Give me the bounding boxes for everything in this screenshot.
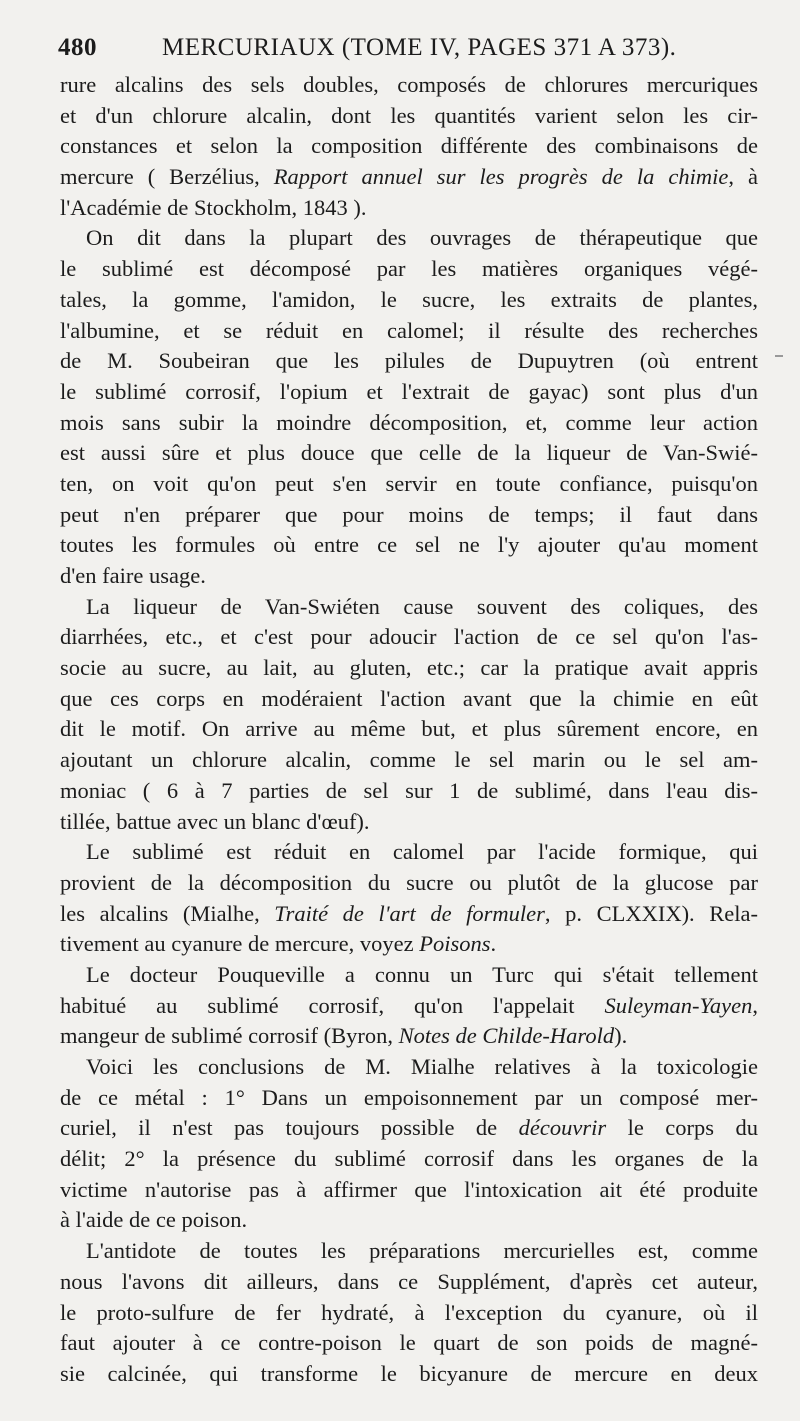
text-line	[60, 929, 758, 960]
text-run: .	[490, 931, 497, 957]
text-run: , p. CLXXIX). Rela-	[544, 900, 758, 926]
text-line: victime n'autorise pas à affirmer que l'intoxication ait été produite	[60, 1176, 758, 1202]
paragraph	[60, 837, 758, 960]
text-line: On dit dans la plupart des ouvrages de thérapeutique que	[86, 225, 758, 251]
text-line: que ces corps en modéraient l'action avant que la chimie en eût	[60, 685, 758, 711]
text-line: le sublimé corrosif, l'opium et l'extrait de gayac) sont plus d'un	[60, 378, 758, 404]
text-line: constances et selon la composition différente des combinaisons de	[60, 133, 758, 159]
paragraph	[60, 592, 758, 838]
text-line: Le sublimé est réduit en calomel par l'acide formique, qui	[86, 839, 758, 865]
paragraph	[60, 1236, 758, 1389]
text-line: faut ajouter à ce contre-poison le quart de son poids de magné-	[60, 1330, 758, 1356]
text-line	[60, 1113, 758, 1144]
text-line: l'albumine, et se réduit en calomel; il résulte des recherches	[60, 317, 758, 343]
text-line: tales, la gomme, l'amidon, le sucre, les extraits de plantes,	[60, 286, 758, 312]
text-line: et d'un chlorure alcalin, dont les quantités varient selon les cir-	[60, 102, 758, 128]
text-line: moniac ( 6 à 7 parties de sel sur 1 de sublimé, dans l'eau dis-	[60, 777, 758, 803]
text-line: socie au sucre, au lait, au gluten, etc.; car la pratique avait appris	[60, 655, 758, 681]
italic-title: Notes de Childe-Harold	[398, 1023, 615, 1049]
body-text	[60, 70, 758, 1390]
text-line: nous l'avons dit ailleurs, dans ce Supplément, d'après cet auteur,	[60, 1268, 758, 1294]
text-line: de M. Soubeiran que les pilules de Dupuytren (où entrent	[60, 348, 758, 374]
italic-title: Poisons	[419, 931, 491, 957]
text-line: le proto-sulfure de fer hydraté, à l'exception du cyanure, où il	[60, 1299, 758, 1325]
italic-title: Rapport annuel sur les progrès de la chimie	[273, 164, 729, 190]
italic-title: Traité de l'art de formuler	[274, 900, 545, 926]
margin-mark	[775, 355, 783, 357]
text-line: L'antidote de toutes les préparations mercurielles est, comme	[86, 1238, 758, 1264]
page-number: 480	[58, 34, 97, 61]
text-line	[60, 1021, 758, 1052]
text-line: Voici les conclusions de M. Mialhe relatives à la toxicologie	[86, 1054, 758, 1079]
text-line: de ce métal : 1° Dans un empoisonnement par un composé mer-	[60, 1084, 758, 1110]
text-line: dit le motif. On arrive au même but, et plus sûrement encore, en	[60, 716, 758, 742]
text-line	[60, 162, 758, 193]
paragraph	[60, 223, 758, 591]
text-line: est aussi sûre et plus douce que celle de la liqueur de Van-Swié-	[60, 440, 758, 466]
text-line: tillée, battue avec un blanc d'œuf).	[60, 808, 370, 834]
text-line: le sublimé est décomposé par les matières organiques végé-	[60, 256, 758, 282]
text-line: mois sans subir la moindre décomposition, et, comme leur action	[60, 409, 758, 435]
text-line: Le docteur Pouqueville a connu un Turc qui s'était tellement	[86, 961, 758, 987]
text-line: d'en faire usage.	[60, 563, 206, 588]
text-line: à l'aide de ce poison.	[60, 1207, 248, 1233]
text-run: ,	[752, 992, 758, 1018]
text-line: toutes les formules où entre ce sel ne l'y ajouter qu'au moment	[60, 532, 758, 558]
text-line: rure alcalins des sels doubles, composés de chlorures mercuriques	[60, 72, 758, 97]
text-run: tivement au cyanure de mercure, voyez	[60, 931, 420, 957]
italic-title: découvrir	[518, 1115, 607, 1141]
text-line: diarrhées, etc., et c'est pour adoucir l'action de ce sel qu'on l'as-	[60, 624, 758, 650]
text-line: sie calcinée, qui transforme le bicyanure de mercure en deux	[60, 1360, 758, 1386]
running-title: MERCURIAUX (TOME IV, PAGES 371 A 373).	[162, 34, 677, 61]
text-run: habitué au sublimé corrosif, qu'on l'appelait	[60, 992, 605, 1018]
page-header	[58, 34, 758, 68]
text-run: curiel, il n'est pas toujours possible de	[60, 1115, 519, 1141]
text-line: La liqueur de Van-Swiéten cause souvent des coliques, des	[86, 593, 758, 619]
text-line	[60, 899, 758, 930]
paragraph	[60, 1052, 758, 1236]
text-line: provient de la décomposition du sucre ou plutôt de la glucose par	[60, 869, 758, 895]
text-line: l'Académie de Stockholm, 1843 ).	[60, 194, 367, 220]
text-line	[60, 991, 758, 1022]
text-line: ten, on voit qu'on peut s'en servir en toute confiance, puisqu'on	[60, 470, 758, 496]
text-run: mercure ( Berzélius,	[60, 164, 274, 190]
paragraph	[60, 960, 758, 1052]
text-run: , à	[728, 164, 758, 190]
text-line: délit; 2° la présence du sublimé corrosif dans les organes de la	[60, 1146, 758, 1172]
text-run: les alcalins (Mialhe,	[60, 900, 275, 926]
text-run: ).	[614, 1023, 628, 1049]
text-run: le corps du	[606, 1115, 758, 1141]
text-line: peut n'en préparer que pour moins de temps; il faut dans	[60, 501, 758, 527]
paragraph	[60, 70, 758, 223]
italic-title: Suleyman-Yayen	[604, 992, 753, 1018]
text-line: ajoutant un chlorure alcalin, comme le sel marin ou le sel am-	[60, 747, 758, 773]
text-run: mangeur de sublimé corrosif (Byron,	[60, 1023, 399, 1049]
